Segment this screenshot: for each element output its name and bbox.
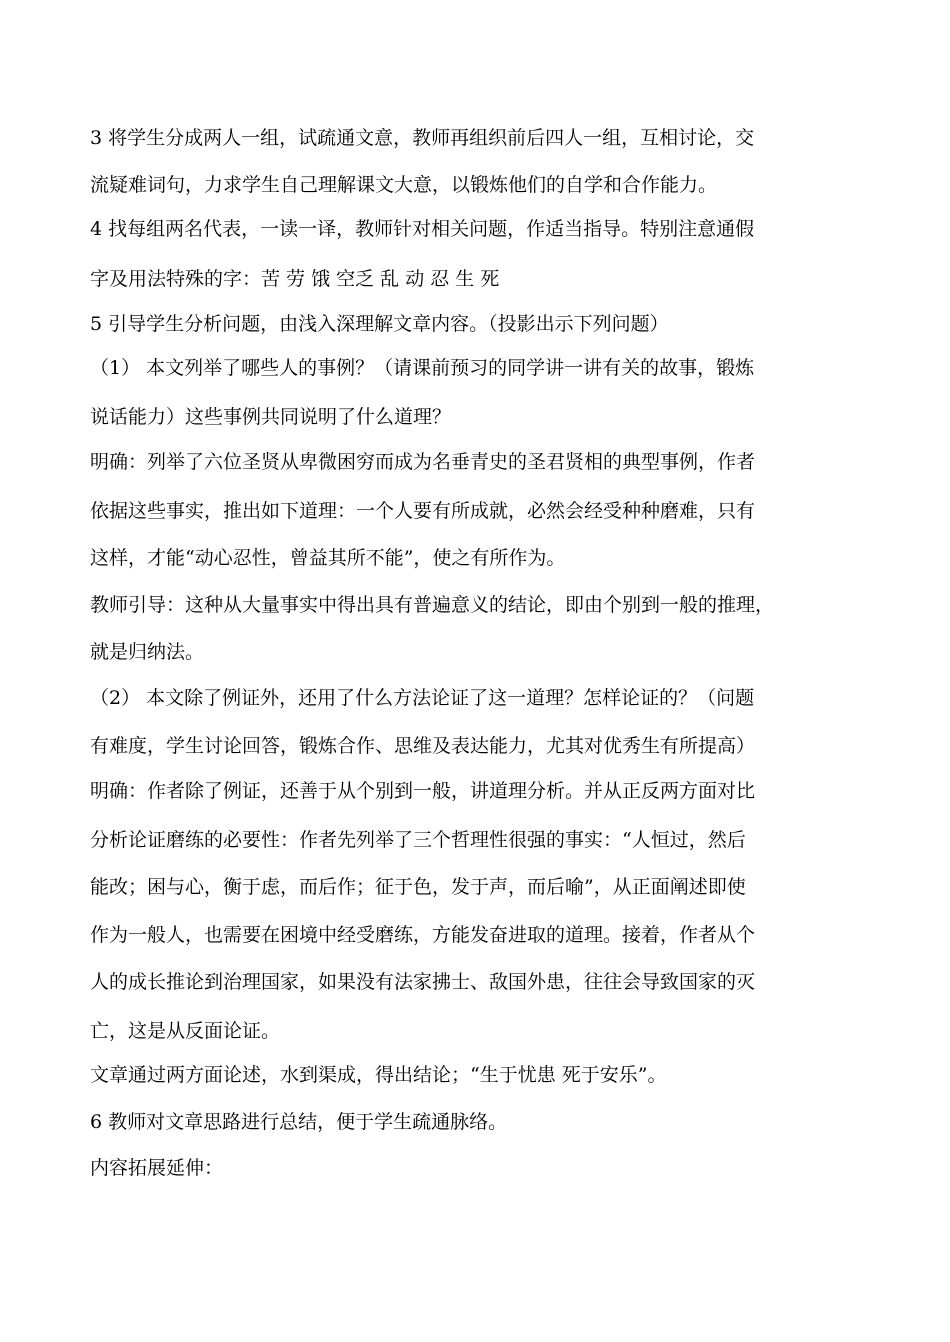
text-line: 分析论证磨练的必要性：作者先列举了三个哲理性很强的事实：“人恒过，然后 <box>90 829 746 851</box>
text-line: 就是归纳法。 <box>90 641 205 663</box>
text-line: （2） 本文除了例证外，还用了什么方法论证了这一道理？怎样论证的？（问题 <box>90 687 755 709</box>
text-line: 这样，才能“动心忍性，曾益其所不能”，使之有所作为。 <box>90 547 566 569</box>
text-line: 3 将学生分成两人一组，试疏通文意，教师再组织前后四人一组，互相讨论，交 <box>90 127 755 149</box>
text-line: 明确：作者除了例证，还善于从个别到一般，讲道理分析。并从正反两方面对比 <box>90 780 756 802</box>
text-line: 字及用法特殊的字：苦 劳 饿 空乏 乱 动 忍 生 死 <box>90 268 500 290</box>
text-line: 明确：列举了六位圣贤从卑微困穷而成为名垂青史的圣君贤相的典型事例，作者 <box>90 451 756 473</box>
text-line: 内容拓展延伸： <box>90 1157 224 1179</box>
text-line: 作为一般人，也需要在困境中经受磨练，方能发奋进取的道理。接着，作者从个 <box>90 924 756 946</box>
text-line: 文章通过两方面论述，水到渠成，得出结论；“生于忧患 死于安乐”。 <box>90 1064 667 1086</box>
text-line: 依据这些事实，推出如下道理：一个人要有所成就，必然会经受种种磨难，只有 <box>90 500 756 522</box>
text-line: （1） 本文列举了哪些人的事例？（请课前预习的同学讲一讲有关的故事，锻炼 <box>90 357 755 379</box>
text-line: 人的成长推论到治理国家，如果没有法家拂士、敌国外患，往往会导致国家的灭 <box>90 971 756 993</box>
text-line: 亡，这是从反面论证。 <box>90 1020 281 1042</box>
text-line: 6 教师对文章思路进行总结，便于学生疏通脉络。 <box>90 1111 508 1133</box>
text-line: 有难度，学生讨论回答，锻炼合作、思维及表达能力，尤其对优秀生有所提高） <box>90 735 756 757</box>
text-line: 5 引导学生分析问题，由浅入深理解文章内容。（投影出示下列问题） <box>90 313 669 335</box>
text-line: 4 找每组两名代表，一读一译，教师针对相关问题，作适当指导。特别注意通假 <box>90 218 755 240</box>
text-line: 教师引导：这种从大量事实中得出具有普遍意义的结论，即由个别到一般的推理， <box>90 594 775 616</box>
text-line: 能改；困与心，衡于虑，而后作；征于色，发于声，而后喻”，从正面阐述即使 <box>90 876 746 898</box>
text-line: 流疑难词句，力求学生自己理解课文大意，以锻炼他们的自学和合作能力。 <box>90 174 718 196</box>
text-line: 说话能力）这些事例共同说明了什么道理？ <box>90 406 452 428</box>
